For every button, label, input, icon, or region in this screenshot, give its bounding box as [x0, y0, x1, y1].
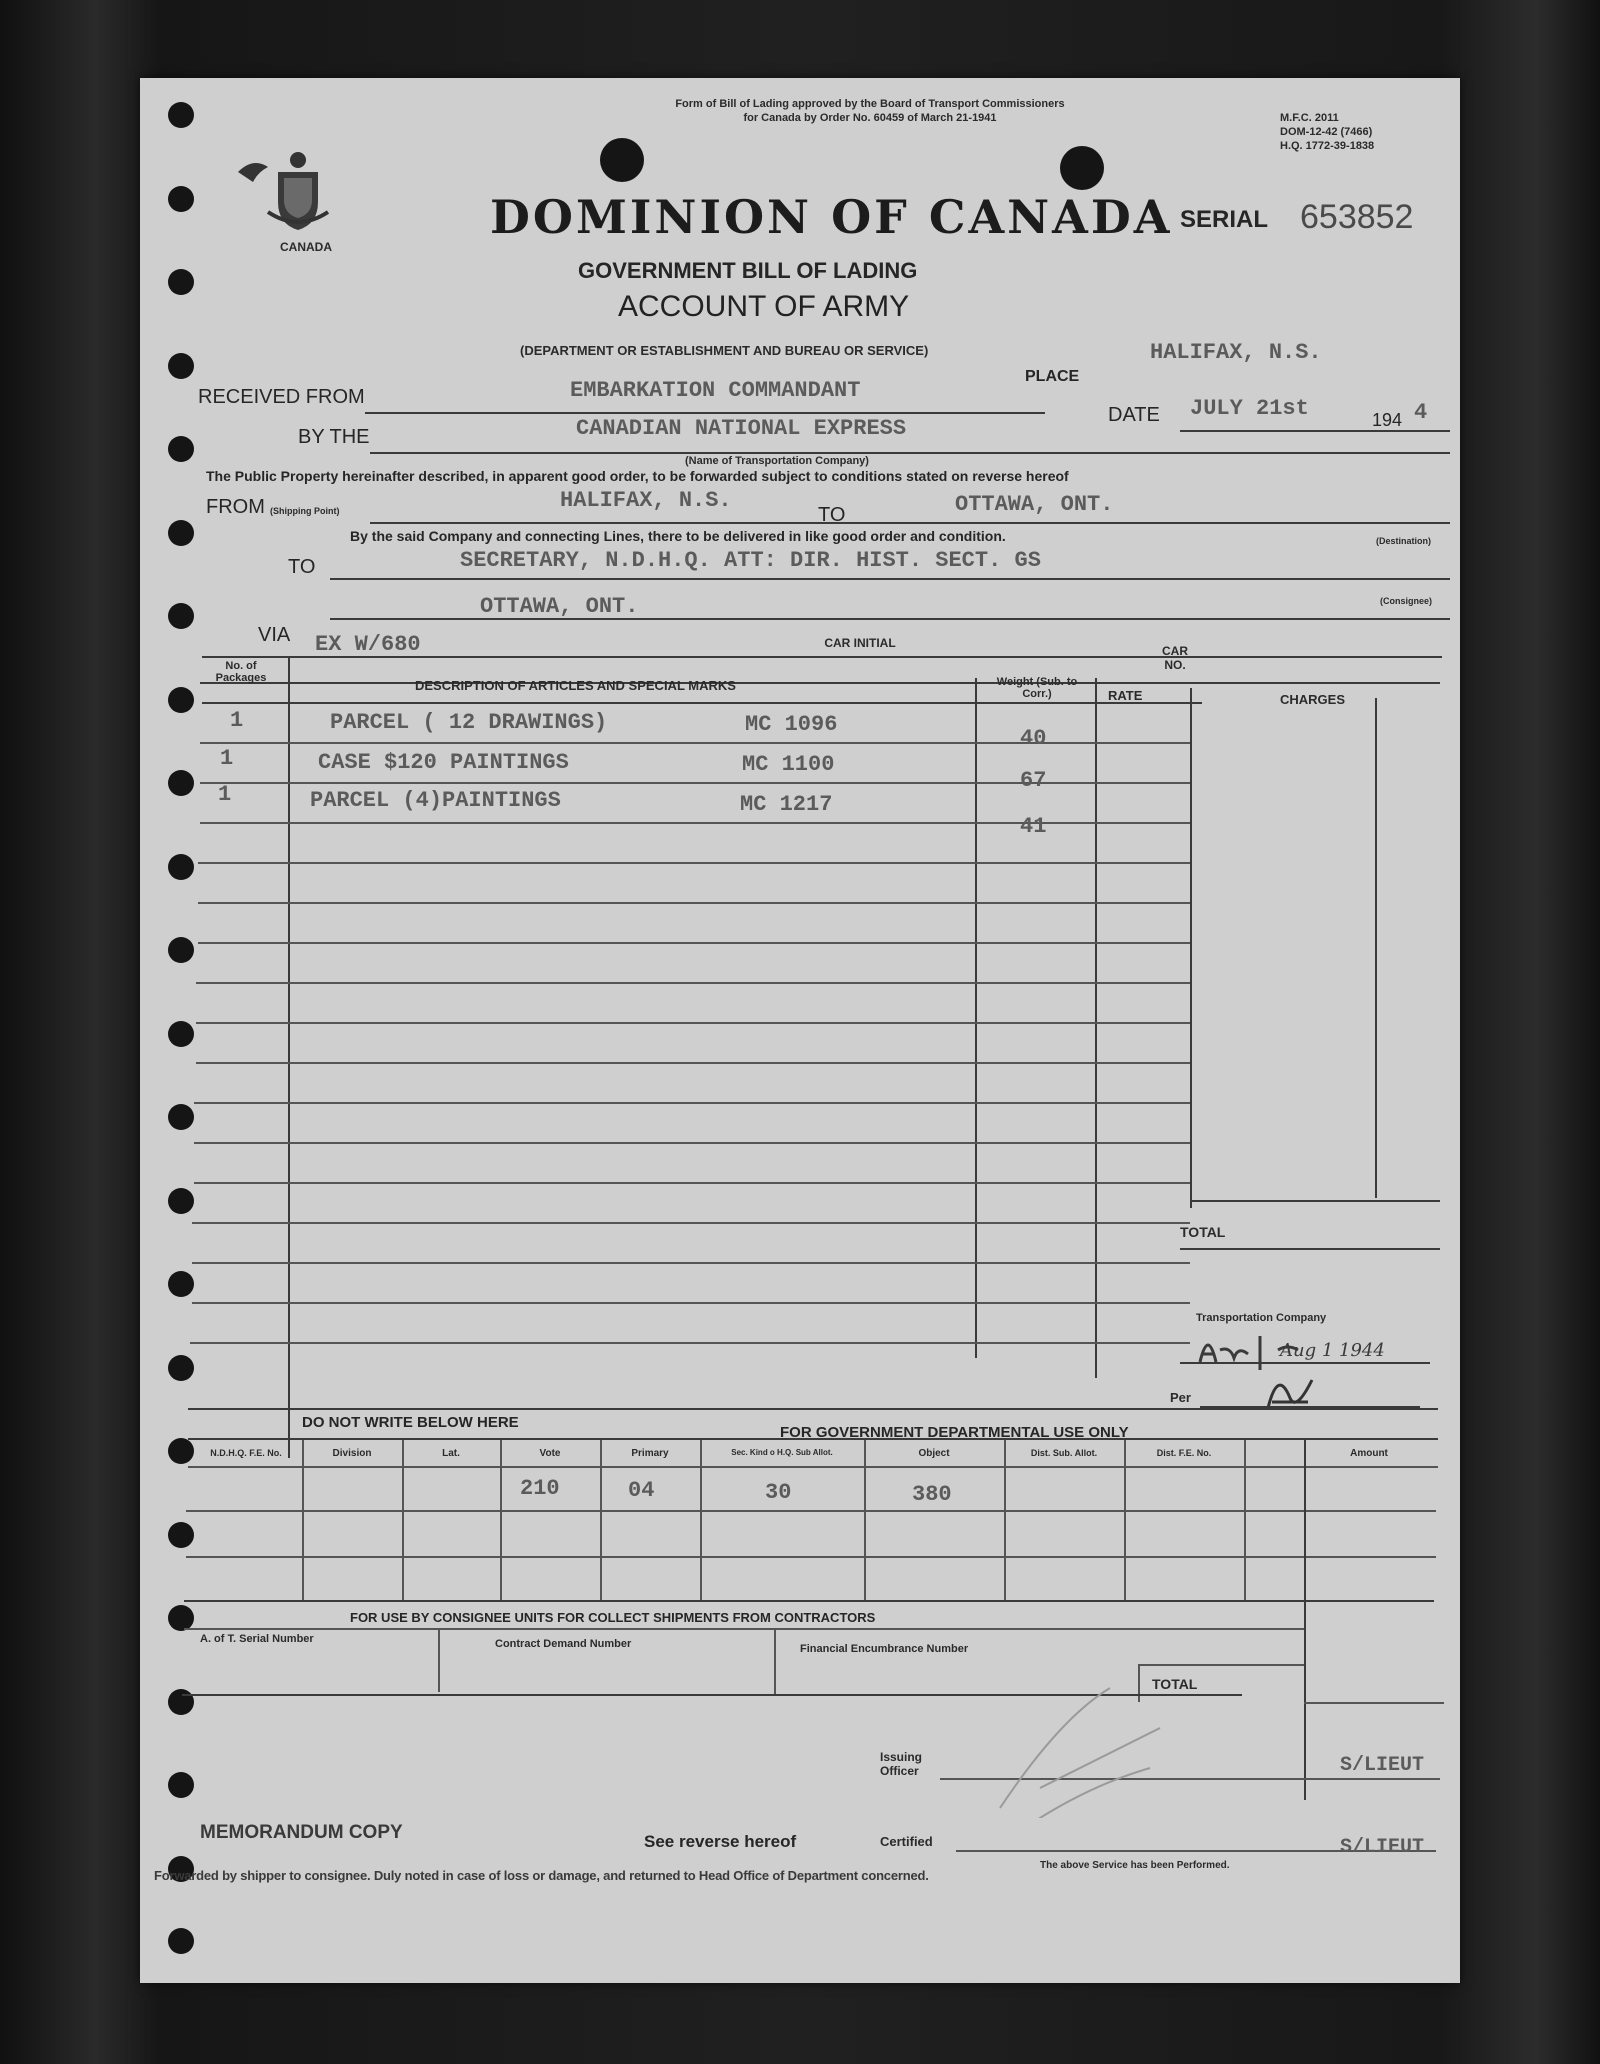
see-reverse-label: See reverse hereof	[644, 1832, 797, 1851]
row-weight: 40	[1020, 726, 1047, 751]
dept-col-header: Amount	[1350, 1448, 1388, 1459]
date-value: JULY 21st	[1190, 396, 1309, 421]
dept-col-header: Lat.	[442, 1448, 460, 1459]
forwarded-statement: Forwarded by shipper to consignee. Duly noted in case of loss or damage, and returned to Head Office of Department concerned.	[154, 1868, 929, 1883]
account-title: ACCOUNT OF ARMY	[618, 290, 910, 323]
dept-col-header: Object	[918, 1448, 950, 1459]
row-packages: 1	[218, 782, 232, 807]
binder-hole	[168, 269, 194, 295]
per-label: Per	[1170, 1390, 1191, 1405]
approval-line: Form of Bill of Lading approved by the Board of Transport Commissioners	[675, 98, 1065, 110]
to-destination-label: TO	[818, 504, 846, 526]
company-note: (Name of Transportation Company)	[685, 455, 869, 467]
row-packages: 1	[220, 746, 234, 771]
row-description: CASE $120 PAINTINGS	[318, 750, 569, 775]
serial-number-label: A. of T. Serial Number	[200, 1633, 314, 1645]
dept-object-value: 380	[912, 1482, 952, 1507]
dept-sub-allot-value: 30	[765, 1480, 792, 1505]
dept-col-header: N.D.H.Q. F.E. No.	[210, 1448, 282, 1458]
dept-vote-value: 210	[520, 1476, 560, 1501]
by-the-value: CANADIAN NATIONAL EXPRESS	[576, 416, 907, 441]
contract-demand-label: Contract Demand Number	[495, 1638, 632, 1650]
dept-col-header: Primary	[631, 1448, 669, 1459]
binder-hole	[168, 1188, 194, 1214]
from-value: HALIFAX, N.S.	[560, 488, 732, 513]
departmental-use-label: FOR GOVERNMENT DEPARTMENTAL USE ONLY	[780, 1424, 1129, 1441]
binder-hole	[168, 102, 194, 128]
by-the-label: BY THE	[298, 426, 370, 448]
row-mark: MC 1100	[742, 752, 835, 777]
signed-date: Aug 1 1944	[1280, 1340, 1385, 1361]
approval-line: for Canada by Order No. 60459 of March 21-1941	[743, 112, 997, 124]
consignee-line-2: OTTAWA, ONT.	[480, 594, 639, 619]
place-value: HALIFAX, N.S.	[1150, 340, 1322, 365]
binder-hole	[168, 353, 194, 379]
row-weight: 67	[1020, 768, 1047, 793]
dept-col-header: Division	[332, 1448, 372, 1459]
binder-hole	[168, 1271, 194, 1297]
received-from-value: EMBARKATION COMMANDANT	[570, 378, 861, 403]
document-subtitle: GOVERNMENT BILL OF LADING	[578, 258, 918, 283]
certified-value: S/LIEUT	[1340, 1836, 1425, 1859]
col-header-rate: RATE	[1108, 688, 1143, 703]
year-prefix: 194	[1372, 410, 1403, 430]
form-code: DOM-12-42 (7466)	[1280, 126, 1373, 138]
service-performed-note: The above Service has been Performed.	[1040, 1860, 1230, 1871]
consignee-note: (Consignee)	[1380, 596, 1433, 606]
binder-hole	[168, 186, 194, 212]
binder-hole	[168, 687, 194, 713]
property-statement: The Public Property hereinafter described, in apparent good order, to be forwarded subject to conditions stated on reverse hereof	[206, 468, 1069, 484]
to-destination-value: OTTAWA, ONT.	[955, 492, 1114, 517]
bill-of-lading-document	[140, 78, 1460, 1983]
dept-primary-value: 04	[628, 1478, 655, 1503]
row-description: PARCEL ( 12 DRAWINGS)	[330, 710, 608, 735]
binder-hole	[168, 1928, 194, 1954]
binder-hole	[168, 1522, 194, 1548]
car-initial-label: CAR INITIAL	[824, 636, 896, 650]
consignee-to-label: TO	[288, 556, 316, 578]
binder-hole	[168, 520, 194, 546]
binder-hole	[168, 1104, 194, 1130]
document-title: DOMINION OF CANADA	[490, 190, 1173, 244]
binder-hole	[168, 603, 194, 629]
col-header-weight: Weight (Sub. to Corr.)	[996, 676, 1078, 700]
binder-hole	[168, 436, 194, 462]
binder-hole	[168, 1021, 194, 1047]
col-header-description: DESCRIPTION OF ARTICLES AND SPECIAL MARKS	[415, 678, 736, 693]
row-description: PARCEL (4)PAINTINGS	[310, 788, 561, 813]
consignee-total-label: TOTAL	[1152, 1676, 1198, 1692]
via-value: EX W/680	[315, 632, 421, 657]
binder-hole	[168, 1689, 194, 1715]
col-header-charges: CHARGES	[1280, 692, 1346, 707]
signature-initials	[1260, 1368, 1320, 1423]
form-code: H.Q. 1772-39-1838	[1280, 140, 1375, 152]
memorandum-copy-label: MEMORANDUM COPY	[200, 1822, 403, 1843]
binder-hole	[168, 937, 194, 963]
binder-hole	[168, 770, 194, 796]
date-label: DATE	[1108, 404, 1160, 426]
canada-coat-of-arms-icon	[228, 142, 338, 247]
issuing-officer-value: S/LIEUT	[1340, 1754, 1425, 1777]
consignee-line-1: SECRETARY, N.D.H.Q. ATT: DIR. HIST. SECT. GS	[460, 548, 1041, 573]
charges-total-label: TOTAL	[1180, 1224, 1226, 1240]
received-from-label: RECEIVED FROM	[198, 386, 365, 408]
binder-hole	[168, 1772, 194, 1798]
binder-hole	[168, 1355, 194, 1381]
from-label: FROM	[206, 496, 265, 518]
col-header-packages: No. of Packages	[215, 660, 267, 684]
form-code: M.F.C. 2011	[1280, 112, 1339, 124]
dept-col-header: Dist. F.E. No.	[1156, 1448, 1212, 1458]
punch-hole	[600, 138, 644, 182]
via-label: VIA	[258, 624, 291, 646]
serial-label: SERIAL	[1180, 206, 1269, 233]
account-note: (DEPARTMENT OR ESTABLISHMENT AND BUREAU OR SERVICE)	[520, 343, 929, 358]
consignee-units-title: FOR USE BY CONSIGNEE UNITS FOR COLLECT SHIPMENTS FROM CONTRACTORS	[350, 1610, 876, 1625]
certified-label: Certified	[880, 1834, 933, 1849]
encumbrance-label: Financial Encumbrance Number	[800, 1643, 969, 1655]
place-label: PLACE	[1025, 368, 1080, 385]
row-weight: 41	[1020, 814, 1047, 839]
transport-company-label: Transportation Company	[1196, 1312, 1327, 1324]
dept-col-header: Sec. Kind o H.Q. Sub Allot.	[731, 1448, 833, 1457]
do-not-write-label: DO NOT WRITE BELOW HERE	[302, 1414, 519, 1431]
binder-hole	[168, 854, 194, 880]
year-suffix: 4	[1414, 400, 1428, 425]
serial-number: 653852	[1300, 198, 1414, 236]
issuing-officer-label: Issuing Officer	[880, 1750, 923, 1778]
emblem-caption: CANADA	[280, 240, 332, 254]
punch-hole	[1060, 146, 1104, 190]
connecting-statement: By the said Company and connecting Lines, there to be delivered in like good order and condition.	[350, 528, 1006, 544]
dept-col-header: Vote	[539, 1448, 561, 1459]
row-mark: MC 1217	[740, 792, 833, 817]
destination-note: (Destination)	[1376, 536, 1431, 546]
row-mark: MC 1096	[745, 712, 838, 737]
dept-col-header: Dist. Sub. Allot.	[1030, 1448, 1098, 1458]
car-no-label: CAR NO.	[1162, 644, 1188, 672]
officer-signature	[970, 1678, 1270, 1823]
row-packages: 1	[230, 708, 244, 733]
shipping-point-note: (Shipping Point)	[270, 506, 340, 516]
